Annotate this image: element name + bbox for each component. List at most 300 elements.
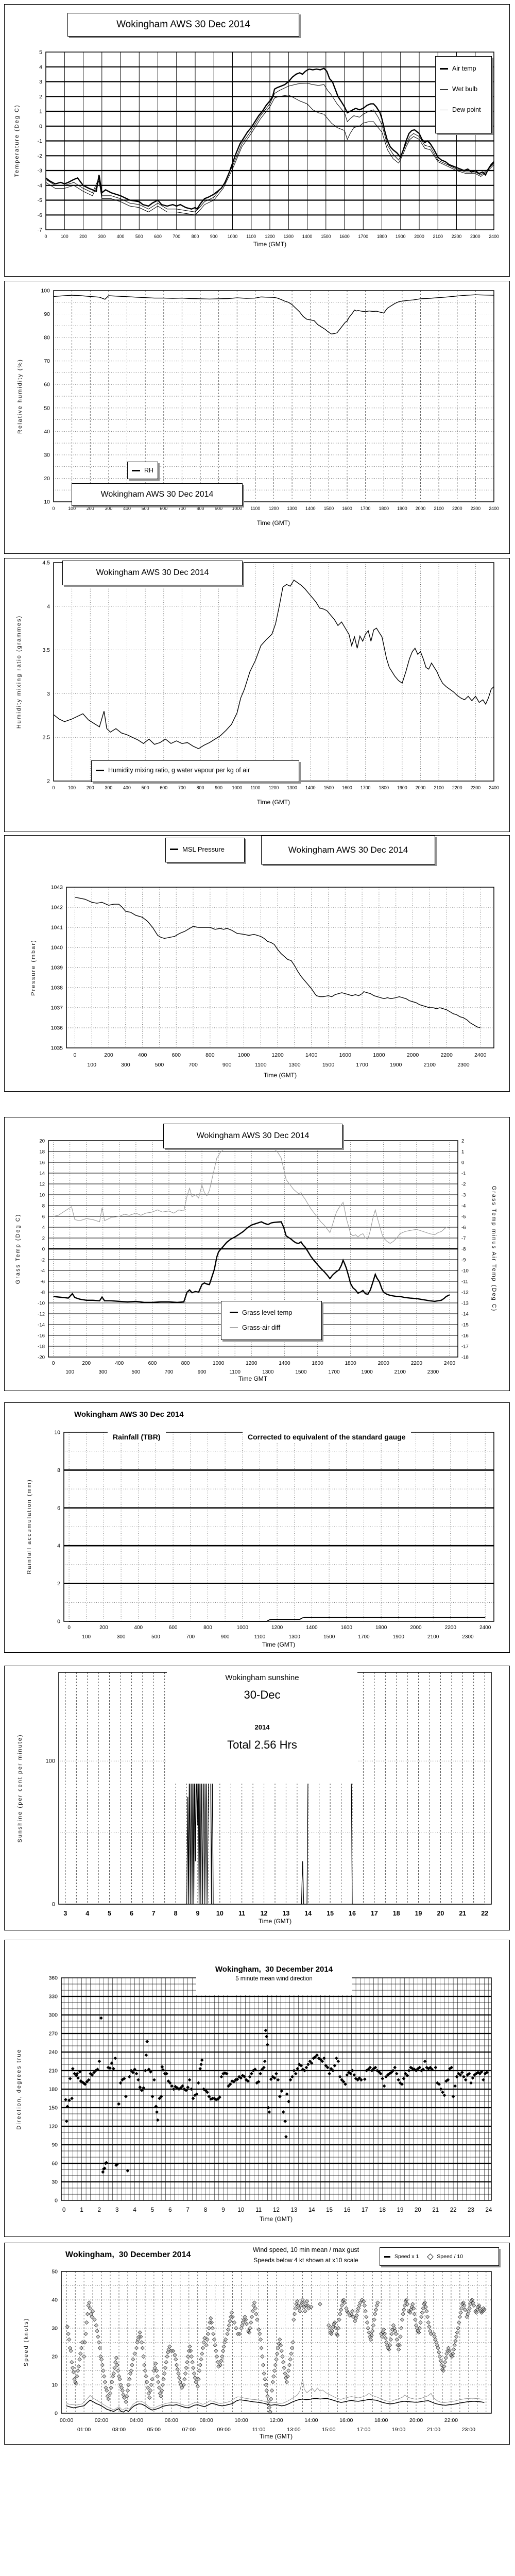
svg-text:30: 30 — [52, 2179, 58, 2185]
sunshine-xlabel: Time (GMT) — [258, 1918, 292, 1925]
svg-text:30: 30 — [52, 2325, 58, 2332]
svg-text:8: 8 — [57, 1467, 60, 1473]
svg-text:100: 100 — [68, 785, 76, 790]
svg-text:01:00: 01:00 — [77, 2427, 91, 2433]
panel-sunshine — [4, 1666, 510, 1930]
svg-text:1000: 1000 — [232, 506, 243, 511]
svg-text:2300: 2300 — [470, 234, 480, 239]
legend-label: RH — [144, 467, 153, 474]
svg-text:7: 7 — [151, 1910, 156, 1917]
grass-ylabel-right: Grass Temp minus Air Temp (Deg C) — [491, 1185, 497, 1312]
svg-text:-7: -7 — [37, 227, 42, 233]
svg-text:2200: 2200 — [444, 1625, 456, 1631]
svg-text:1900: 1900 — [397, 785, 407, 790]
grass-title-box — [163, 1124, 342, 1148]
svg-text:1900: 1900 — [395, 234, 406, 239]
svg-text:0: 0 — [57, 1618, 60, 1625]
svg-text:16: 16 — [344, 2207, 351, 2213]
svg-text:500: 500 — [154, 1062, 164, 1068]
svg-text:6: 6 — [168, 2207, 172, 2213]
svg-text:14: 14 — [39, 1171, 45, 1177]
svg-text:11:00: 11:00 — [252, 2427, 266, 2433]
svg-text:1400: 1400 — [305, 785, 316, 790]
svg-text:-7: -7 — [461, 1235, 466, 1242]
svg-text:12: 12 — [39, 1181, 45, 1188]
svg-text:600: 600 — [168, 1625, 178, 1631]
svg-text:-14: -14 — [38, 1322, 45, 1328]
svg-text:21: 21 — [459, 1910, 467, 1917]
svg-text:1100: 1100 — [254, 1062, 267, 1068]
temperature-plot — [5, 5, 509, 276]
humidity-plot — [5, 281, 509, 553]
svg-text:700: 700 — [178, 506, 186, 511]
svg-text:2400: 2400 — [489, 785, 499, 790]
svg-text:400: 400 — [134, 1625, 143, 1631]
svg-text:04:00: 04:00 — [129, 2417, 144, 2424]
svg-text:300: 300 — [98, 234, 106, 239]
svg-text:1300: 1300 — [262, 1369, 274, 1375]
svg-text:-4: -4 — [37, 182, 42, 189]
svg-text:180: 180 — [48, 2086, 58, 2093]
windspeed-annotation2: Speeds below 4 kt shown at x10 scale — [231, 2257, 381, 2264]
pressure-legend — [165, 838, 245, 862]
svg-text:14: 14 — [308, 2207, 315, 2213]
svg-text:20: 20 — [437, 1910, 444, 1917]
svg-text:6: 6 — [57, 1505, 60, 1512]
svg-text:0: 0 — [67, 1625, 71, 1631]
svg-text:8: 8 — [42, 1203, 45, 1209]
svg-text:2300: 2300 — [470, 785, 481, 790]
legend-label: MSL Pressure — [182, 845, 225, 853]
svg-text:80: 80 — [44, 334, 50, 341]
svg-text:1400: 1400 — [305, 1052, 318, 1058]
svg-text:4: 4 — [133, 2207, 136, 2213]
svg-text:-18: -18 — [461, 1354, 469, 1361]
svg-text:-14: -14 — [461, 1311, 469, 1317]
svg-text:0: 0 — [62, 2207, 66, 2213]
svg-text:100: 100 — [41, 287, 50, 294]
svg-text:2400: 2400 — [489, 234, 499, 239]
svg-text:2300: 2300 — [427, 1369, 439, 1375]
legend-line-icon — [384, 2256, 390, 2258]
svg-text:2400: 2400 — [443, 1361, 456, 1366]
svg-text:1: 1 — [39, 108, 42, 115]
svg-text:4: 4 — [42, 1225, 45, 1231]
winddir-xlabel: Time (GMT) — [259, 2215, 293, 2223]
svg-text:200: 200 — [86, 506, 94, 511]
svg-text:-10: -10 — [461, 1268, 469, 1274]
svg-text:900: 900 — [222, 1062, 232, 1068]
legend-line-icon — [96, 770, 104, 771]
svg-text:-15: -15 — [461, 1322, 469, 1328]
sunshine-ylabel: Sunshine (per cent per minute) — [17, 1734, 23, 1843]
svg-text:1900: 1900 — [390, 1062, 402, 1068]
svg-text:50: 50 — [44, 405, 50, 412]
svg-text:2300: 2300 — [470, 506, 481, 511]
svg-text:1300: 1300 — [287, 785, 297, 790]
svg-text:40: 40 — [44, 428, 50, 435]
svg-text:2400: 2400 — [474, 1052, 487, 1058]
panel-winddir — [4, 1940, 510, 2237]
svg-text:100: 100 — [60, 234, 68, 239]
svg-text:1000: 1000 — [213, 1361, 225, 1366]
svg-text:1500: 1500 — [322, 1062, 335, 1068]
legend-label: Humidity mixing ratio, g water vapour per kg of air — [108, 767, 250, 774]
svg-text:-4: -4 — [40, 1268, 45, 1274]
svg-text:2: 2 — [39, 93, 42, 100]
legend-label: Grass level temp — [242, 1309, 293, 1316]
svg-text:-20: -20 — [38, 1354, 45, 1361]
svg-text:10:00: 10:00 — [234, 2417, 248, 2424]
legend-label: Grass-air diff — [242, 1324, 281, 1331]
svg-text:-8: -8 — [40, 1290, 45, 1296]
windspeed-ylabel: Speed (knots) — [23, 2317, 29, 2367]
panel-humidity — [4, 281, 510, 554]
panel-windspeed — [4, 2243, 510, 2445]
svg-text:2: 2 — [57, 1581, 60, 1587]
svg-text:1500: 1500 — [323, 506, 334, 511]
svg-text:0: 0 — [39, 123, 42, 130]
windspeed-legend — [380, 2247, 499, 2266]
mixing-ylabel: Humidity mixing ratio (grammes) — [16, 615, 22, 729]
winddir-title-box — [196, 1965, 352, 1995]
svg-text:-1: -1 — [461, 1171, 466, 1177]
svg-text:600: 600 — [171, 1052, 181, 1058]
svg-text:-2: -2 — [461, 1181, 466, 1188]
svg-text:1600: 1600 — [339, 234, 350, 239]
svg-text:1900: 1900 — [361, 1369, 373, 1375]
temperature-legend — [435, 56, 492, 133]
windspeed-plot — [5, 2243, 509, 2444]
svg-text:23:00: 23:00 — [461, 2427, 476, 2433]
svg-text:20: 20 — [52, 2353, 58, 2360]
svg-text:10: 10 — [216, 1910, 224, 1917]
svg-text:11: 11 — [255, 2207, 262, 2213]
svg-text:1038: 1038 — [50, 985, 63, 991]
svg-text:1200: 1200 — [268, 785, 279, 790]
svg-text:2200: 2200 — [440, 1052, 453, 1058]
svg-text:-5: -5 — [37, 197, 42, 204]
svg-text:2000: 2000 — [377, 1361, 389, 1366]
svg-text:400: 400 — [123, 785, 131, 790]
svg-text:6: 6 — [42, 1214, 45, 1220]
svg-text:1040: 1040 — [50, 944, 63, 951]
svg-text:2400: 2400 — [479, 1625, 491, 1631]
mixing-title-box — [62, 561, 243, 585]
svg-text:1100: 1100 — [254, 1634, 266, 1640]
svg-text:300: 300 — [121, 1062, 130, 1068]
temperature-xlabel: Time (GMT) — [253, 241, 287, 248]
svg-text:-6: -6 — [40, 1279, 45, 1285]
temperature-title-box — [67, 13, 299, 37]
grass-xlabel: Time GMT — [238, 1375, 268, 1382]
svg-text:1100: 1100 — [250, 785, 261, 790]
svg-text:0: 0 — [52, 506, 55, 511]
svg-text:19:00: 19:00 — [391, 2427, 406, 2433]
svg-text:13:00: 13:00 — [287, 2427, 301, 2433]
svg-text:1400: 1400 — [279, 1361, 290, 1366]
svg-text:1400: 1400 — [302, 234, 313, 239]
svg-text:2: 2 — [461, 1138, 465, 1144]
svg-text:200: 200 — [86, 785, 94, 790]
svg-text:-12: -12 — [461, 1290, 469, 1296]
svg-text:100: 100 — [87, 1062, 96, 1068]
svg-text:18: 18 — [392, 1910, 400, 1917]
legend-label: Wet bulb — [452, 86, 478, 93]
svg-text:1800: 1800 — [379, 785, 389, 790]
svg-text:1800: 1800 — [345, 1361, 356, 1366]
svg-text:1600: 1600 — [342, 506, 352, 511]
svg-text:18: 18 — [379, 2207, 386, 2213]
svg-text:17:00: 17:00 — [357, 2427, 371, 2433]
svg-text:600: 600 — [160, 785, 168, 790]
svg-text:1300: 1300 — [287, 506, 297, 511]
svg-text:1900: 1900 — [392, 1634, 404, 1640]
svg-text:1800: 1800 — [379, 506, 389, 511]
svg-text:20:00: 20:00 — [409, 2417, 423, 2424]
svg-text:1700: 1700 — [356, 1062, 368, 1068]
temperature-ylabel: Temperature (Deg C) — [14, 104, 20, 177]
mixing-xlabel: Time (GMT) — [256, 799, 290, 806]
svg-text:1000: 1000 — [237, 1052, 250, 1058]
grass-plot — [5, 1117, 509, 1391]
svg-text:07:00: 07:00 — [182, 2427, 196, 2433]
svg-text:20: 20 — [44, 475, 50, 482]
panel-grass — [4, 1117, 510, 1391]
svg-text:12: 12 — [273, 2207, 280, 2213]
svg-text:400: 400 — [115, 1361, 124, 1366]
grass-legend — [221, 1301, 322, 1340]
svg-text:1043: 1043 — [50, 884, 63, 891]
svg-text:-11: -11 — [461, 1279, 469, 1285]
svg-text:-9: -9 — [461, 1257, 466, 1263]
sunshine-year: 2014 — [254, 1723, 270, 1731]
svg-text:1300: 1300 — [288, 1062, 301, 1068]
svg-text:210: 210 — [48, 2067, 58, 2074]
svg-text:1200: 1200 — [271, 1052, 284, 1058]
humidity-title-box — [72, 483, 243, 506]
svg-text:-3: -3 — [37, 167, 42, 174]
svg-text:15: 15 — [326, 2207, 333, 2213]
svg-text:2: 2 — [42, 1235, 45, 1242]
svg-text:10: 10 — [237, 2207, 245, 2213]
svg-text:900: 900 — [215, 785, 222, 790]
svg-text:200: 200 — [104, 1052, 113, 1058]
svg-text:300: 300 — [105, 785, 113, 790]
humidity-ylabel: Relative humidity (%) — [17, 359, 23, 434]
svg-text:00:00: 00:00 — [60, 2417, 74, 2424]
svg-text:500: 500 — [131, 1369, 141, 1375]
winddir-subtitle: 5 minute mean wind direction — [235, 1976, 313, 1982]
svg-text:500: 500 — [135, 234, 143, 239]
svg-text:23: 23 — [468, 2207, 474, 2213]
svg-text:13: 13 — [290, 2207, 298, 2213]
svg-text:-5: -5 — [461, 1214, 466, 1220]
svg-text:800: 800 — [191, 234, 199, 239]
page-title: Wokingham AWS 30 Dec 2014 — [116, 19, 250, 30]
svg-text:0: 0 — [52, 785, 55, 790]
svg-text:-12: -12 — [38, 1311, 45, 1317]
svg-text:800: 800 — [205, 1052, 215, 1058]
svg-text:900: 900 — [220, 1634, 230, 1640]
svg-text:21:00: 21:00 — [426, 2427, 441, 2433]
svg-text:-3: -3 — [461, 1192, 466, 1198]
rainfall-ylabel: Rainfall accumulation (mm) — [26, 1479, 32, 1574]
svg-text:0: 0 — [55, 2410, 58, 2417]
grass-ylabel-left: Grass Temp (Deg C) — [15, 1213, 21, 1284]
svg-text:1600: 1600 — [339, 1052, 351, 1058]
svg-text:3: 3 — [63, 1910, 67, 1917]
svg-text:05:00: 05:00 — [147, 2427, 161, 2433]
svg-text:19: 19 — [397, 2207, 404, 2213]
svg-text:1100: 1100 — [246, 234, 256, 239]
svg-text:16: 16 — [39, 1160, 45, 1166]
svg-text:90: 90 — [52, 2142, 58, 2148]
svg-text:10: 10 — [52, 2382, 58, 2388]
svg-text:5: 5 — [150, 2207, 154, 2213]
svg-text:10: 10 — [39, 1192, 45, 1198]
svg-text:-2: -2 — [37, 152, 42, 159]
humidity-xlabel: Time (GMT) — [256, 519, 290, 527]
legend-diamond-icon — [427, 2253, 434, 2260]
svg-text:330: 330 — [48, 1993, 58, 2000]
svg-text:0: 0 — [42, 1246, 45, 1252]
svg-text:3: 3 — [47, 690, 50, 697]
svg-text:2100: 2100 — [434, 785, 444, 790]
rainfall-title — [74, 1410, 184, 1419]
svg-text:1100: 1100 — [250, 506, 261, 511]
svg-text:-4: -4 — [461, 1203, 466, 1209]
svg-text:1300: 1300 — [288, 1634, 300, 1640]
svg-text:0: 0 — [55, 2197, 58, 2204]
legend-line-icon — [170, 849, 178, 850]
legend-label: Air temp — [452, 65, 476, 72]
svg-text:15:00: 15:00 — [322, 2427, 336, 2433]
svg-text:-16: -16 — [38, 1333, 45, 1339]
svg-text:70: 70 — [44, 358, 50, 365]
svg-text:1200: 1200 — [268, 506, 279, 511]
svg-text:1700: 1700 — [358, 234, 369, 239]
svg-text:400: 400 — [138, 1052, 147, 1058]
svg-text:1: 1 — [461, 1149, 465, 1155]
svg-text:0: 0 — [73, 1052, 77, 1058]
svg-text:-17: -17 — [461, 1344, 469, 1350]
svg-text:3: 3 — [39, 79, 42, 85]
svg-text:4: 4 — [47, 603, 50, 610]
svg-text:1800: 1800 — [373, 1052, 385, 1058]
svg-text:2: 2 — [97, 2207, 101, 2213]
svg-text:1042: 1042 — [50, 904, 63, 911]
svg-text:10: 10 — [44, 499, 50, 505]
svg-text:-1: -1 — [37, 138, 42, 144]
svg-text:1700: 1700 — [328, 1369, 340, 1375]
svg-text:4: 4 — [57, 1543, 60, 1549]
svg-text:1800: 1800 — [376, 234, 387, 239]
svg-text:1200: 1200 — [246, 1361, 258, 1366]
svg-text:1: 1 — [80, 2207, 83, 2213]
svg-text:03:00: 03:00 — [112, 2427, 126, 2433]
svg-text:0: 0 — [52, 1901, 55, 1908]
svg-text:1400: 1400 — [305, 506, 316, 511]
svg-text:100: 100 — [68, 506, 76, 511]
svg-text:7: 7 — [186, 2207, 190, 2213]
legend-line-icon — [230, 1327, 238, 1328]
svg-text:19: 19 — [415, 1910, 422, 1917]
svg-text:02:00: 02:00 — [94, 2417, 109, 2424]
svg-text:0: 0 — [52, 1361, 55, 1366]
svg-text:700: 700 — [188, 1062, 198, 1068]
svg-text:2300: 2300 — [462, 1634, 474, 1640]
svg-text:15: 15 — [327, 1910, 334, 1917]
svg-text:1600: 1600 — [342, 785, 352, 790]
svg-text:150: 150 — [48, 2105, 58, 2111]
svg-text:200: 200 — [79, 234, 87, 239]
svg-text:-10: -10 — [38, 1300, 45, 1307]
svg-text:9: 9 — [221, 2207, 225, 2213]
chart-title: Wokingham AWS 30 Dec 2014 — [100, 490, 214, 499]
svg-text:-6: -6 — [37, 212, 42, 218]
svg-text:0: 0 — [44, 234, 47, 239]
svg-text:1300: 1300 — [283, 234, 294, 239]
legend-label: Dew point — [452, 106, 481, 113]
svg-text:2400: 2400 — [489, 506, 499, 511]
legend-line-icon — [440, 89, 448, 90]
svg-text:2000: 2000 — [414, 234, 424, 239]
svg-text:240: 240 — [48, 2049, 58, 2056]
panel-mixing — [4, 558, 510, 832]
sunshine-title-block — [167, 1667, 357, 1784]
svg-text:17: 17 — [361, 2207, 368, 2213]
svg-text:09:00: 09:00 — [217, 2427, 231, 2433]
svg-text:20: 20 — [414, 2207, 421, 2213]
pressure-xlabel: Time (GMT) — [263, 1072, 297, 1079]
svg-text:17: 17 — [370, 1910, 378, 1917]
windspeed-xlabel: Time (GMT) — [259, 2433, 293, 2440]
svg-text:1700: 1700 — [360, 506, 371, 511]
svg-text:120: 120 — [48, 2123, 58, 2130]
svg-text:10: 10 — [54, 1429, 60, 1436]
humidity-legend — [127, 462, 158, 479]
mixing-legend — [91, 760, 299, 782]
svg-text:1037: 1037 — [50, 1005, 63, 1011]
svg-text:1500: 1500 — [320, 234, 331, 239]
svg-text:16: 16 — [349, 1910, 356, 1917]
panel-rainfall — [4, 1402, 510, 1653]
svg-text:4.5: 4.5 — [42, 560, 50, 566]
svg-text:400: 400 — [116, 234, 125, 239]
svg-text:1000: 1000 — [227, 234, 238, 239]
rainfall-subtitle-right — [243, 1432, 411, 1442]
svg-text:08:00: 08:00 — [199, 2417, 213, 2424]
mixing-plot — [5, 558, 509, 832]
svg-text:100: 100 — [45, 1758, 55, 1765]
svg-text:22: 22 — [481, 1910, 489, 1917]
legend-label: Speed x 1 — [394, 2253, 419, 2260]
pressure-ylabel: Pressure (mbar) — [30, 939, 37, 996]
svg-text:1041: 1041 — [50, 924, 63, 931]
svg-text:700: 700 — [173, 234, 181, 239]
panel-temperature — [4, 4, 510, 277]
chart-title: Wokingham AWS 30 Dec 2014 — [288, 845, 408, 855]
svg-text:1500: 1500 — [323, 1634, 335, 1640]
svg-text:-2: -2 — [40, 1257, 45, 1263]
svg-text:1000: 1000 — [236, 1625, 248, 1631]
svg-text:100: 100 — [65, 1369, 75, 1375]
svg-text:100: 100 — [82, 1634, 91, 1640]
svg-text:2.5: 2.5 — [42, 734, 50, 741]
subtitle-text: Rainfall (TBR) — [113, 1433, 161, 1441]
svg-text:900: 900 — [197, 1369, 207, 1375]
